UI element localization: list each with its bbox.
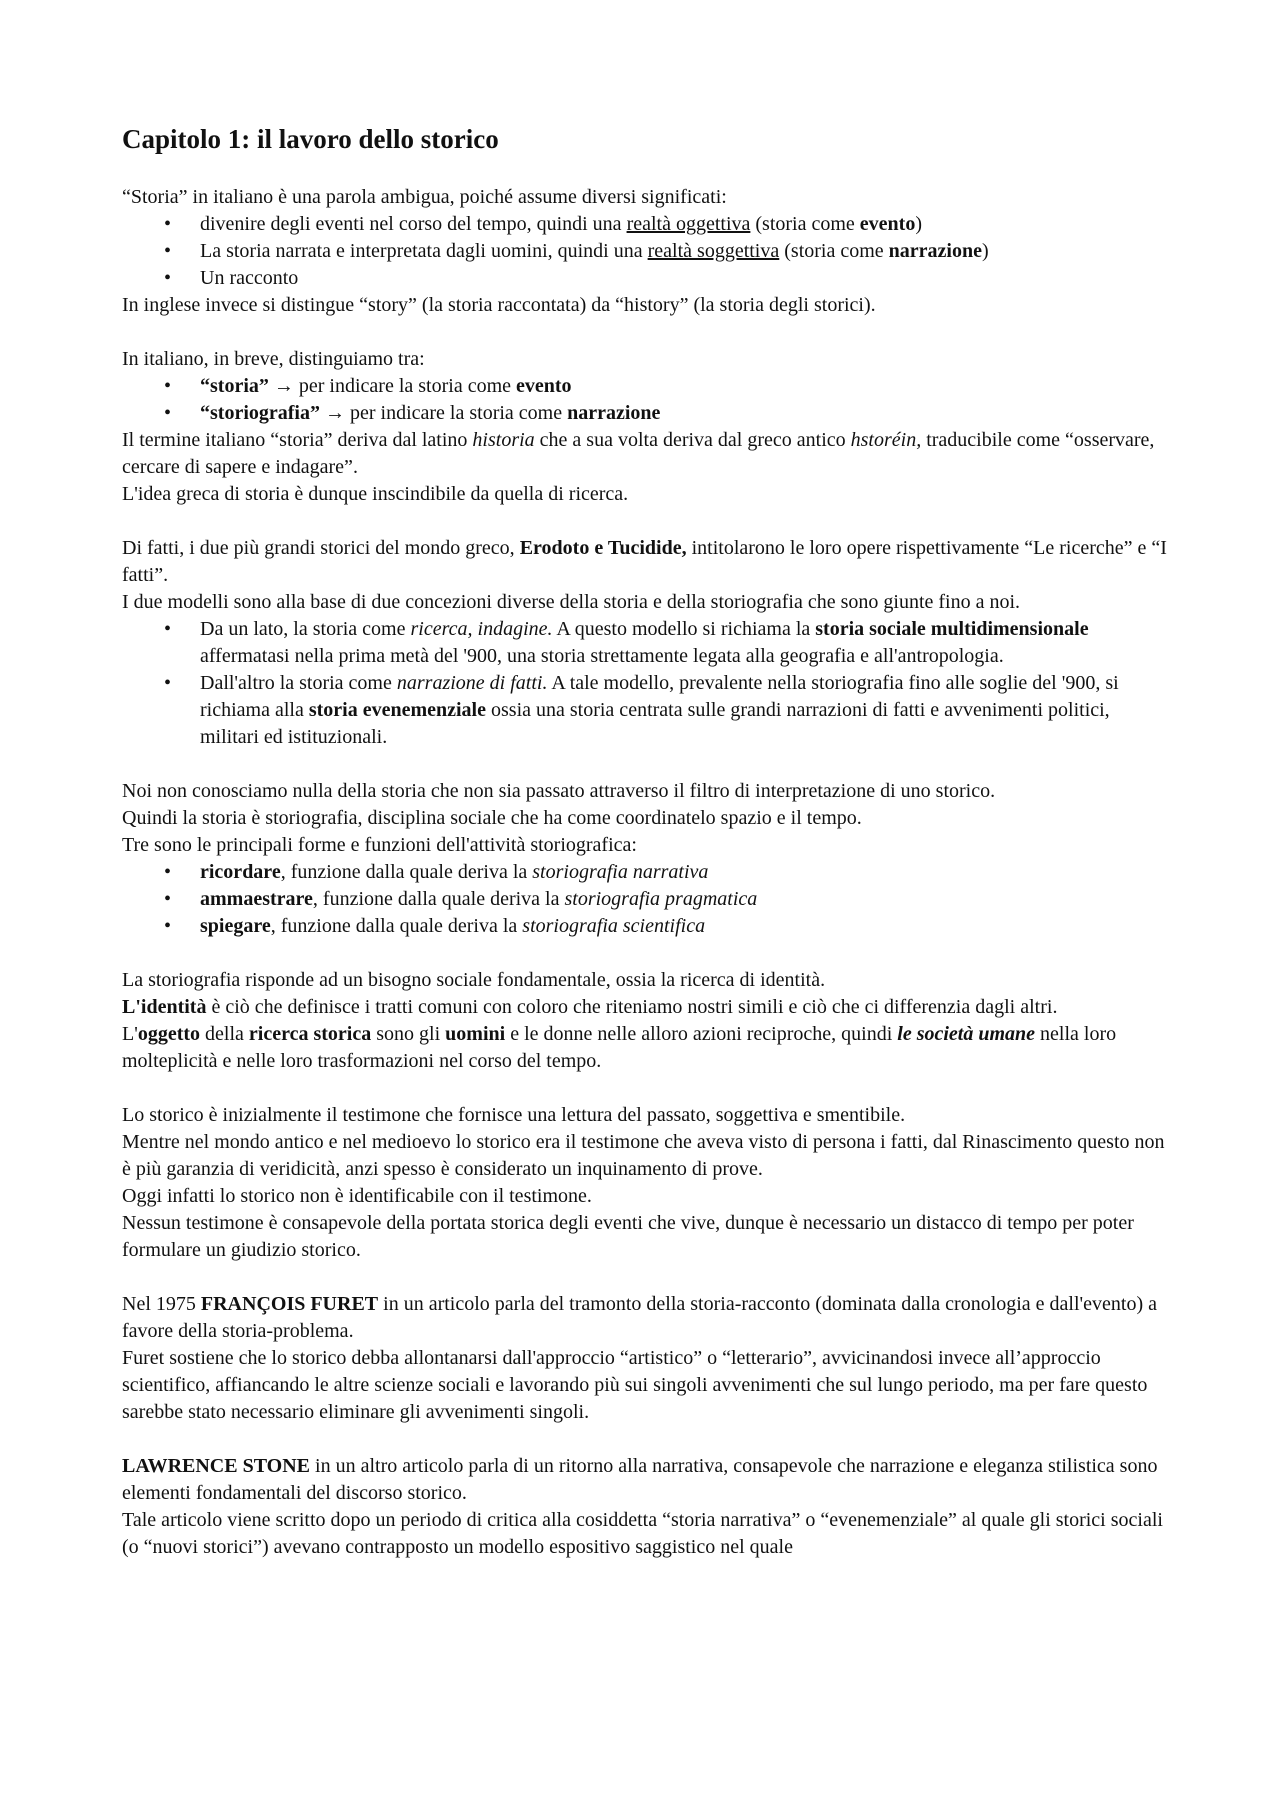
paragraph [122, 994, 1172, 1021]
text: Il termine italiano “storia” deriva dal latino [122, 429, 473, 451]
section-erodoto-tucidide [122, 535, 1172, 751]
bold-text: evento [516, 375, 572, 397]
paragraph [122, 1021, 1172, 1075]
bold-text: evento [859, 213, 916, 235]
text: (storia come [779, 240, 889, 262]
italic-text: historia [472, 429, 535, 451]
text: ) [981, 240, 989, 262]
bold-text: “storia” [200, 375, 269, 397]
italic-text: ricerca, indagine. [410, 618, 553, 640]
bullet-list [122, 616, 1172, 751]
list-item [122, 859, 1172, 886]
text: Dall'altro la storia come [200, 672, 397, 694]
bold-text: narrazione [888, 240, 982, 262]
text: , funzione dalla quale deriva la [270, 915, 523, 937]
bold-text: spiegare [200, 915, 271, 937]
text: , funzione dalla quale deriva la [312, 888, 565, 910]
text: traducibile come “osservare, cercare di sapere e indagare”. [122, 429, 1155, 478]
bold-text: Erodoto e Tucidide, [519, 537, 687, 559]
list-item [122, 670, 1172, 751]
paragraph: Tale articolo viene scritto dopo un periodo di critica alla cosiddetta “storia narrativa” o “evenemenziale” al quale gli storici sociali (o “nuovi storici”) avevano contrapposto un modello espositivo saggistico nel quale [122, 1509, 1163, 1558]
paragraph [122, 535, 1172, 589]
bold-text: narrazione [567, 402, 661, 424]
text: La storia narrata e interpretata dagli uomini, quindi una [200, 240, 648, 262]
bold-text: ricerca storica [248, 1023, 372, 1045]
text: che a sua volta deriva dal greco antico [534, 429, 851, 451]
bold-text: oggetto [137, 1023, 201, 1045]
italic-text: narrazione di fatti. [396, 672, 548, 694]
paragraph: I due modelli sono alla base di due concezioni diverse della storia e della storiografia che sono giunte fino a noi. [122, 591, 1021, 613]
bold-text: ricordare [200, 861, 281, 883]
paragraph [122, 427, 1172, 481]
paragraph: Furet sostiene che lo storico debba allontanarsi dall'approccio “artistico” o “letterario”, avvicinandosi invece all’approccio scientifico, affiancando le altre scienze sociali e lavorando più sui singoli avvenimenti che sul lungo periodo, ma per fare questo sarebbe stato necessario eliminare gli avvenimenti singoli. [122, 1347, 1148, 1423]
section-identita [122, 967, 1172, 1075]
bold-text: LAWRENCE STONE [122, 1455, 311, 1477]
bullet-list [122, 859, 1172, 940]
chapter-title: Capitolo 1: il lavoro dello storico [122, 124, 499, 154]
italic-text: storiografia narrativa [532, 861, 709, 883]
text: Di fatti, i due più grandi storici del mondo greco, [122, 537, 520, 559]
bold-text: “storiografia” [200, 402, 320, 424]
document-page [122, 122, 1172, 1561]
italic-text: storiografia pragmatica [564, 888, 758, 910]
paragraph: L'idea greca di storia è dunque inscindibile da quella di ricerca. [122, 483, 629, 505]
bold-text: storia sociale multidimensionale [815, 618, 1089, 640]
paragraph: In inglese invece si distingue “story” (la storia raccontata) da “history” (la storia degli storici). [122, 294, 876, 316]
paragraph: In italiano, in breve, distinguiamo tra: [122, 348, 425, 370]
bullet-list [122, 211, 1172, 292]
list-item [122, 373, 1172, 400]
list-item [122, 238, 1172, 265]
paragraph: Lo storico è inizialmente il testimone che fornisce una lettura del passato, soggettiva e smentibile. [122, 1104, 906, 1126]
bold-text: FRANÇOIS FURET [200, 1293, 379, 1315]
section-storia-storiografia [122, 346, 1172, 508]
bullet-list [122, 373, 1172, 427]
underlined-text: realtà soggettiva [647, 240, 780, 262]
bold-text: L'identità [122, 996, 207, 1018]
text: in un articolo parla del tramonto della storia-racconto (dominata dalla cronologia e dall'evento) a favore della storia-problema. [122, 1293, 1157, 1342]
text: (storia come [750, 213, 860, 235]
paragraph: Quindi la storia è storiografia, disciplina sociale che ha come coordinatelo spazio e il tempo. [122, 807, 862, 829]
text: in un altro articolo parla di un ritorno alla narrativa, consapevole che narrazione e eleganza stilistica sono elementi fondamentali del discorso storico. [122, 1455, 1158, 1504]
section-stone [122, 1453, 1172, 1561]
italic-text: storiografia scientifica [522, 915, 706, 937]
underlined-text: realtà oggettiva [626, 213, 751, 235]
text: A tale modello, prevalente nella storiografia fino alle soglie del '900, si richiama alla [200, 672, 1119, 721]
text: Da un lato, la storia come [200, 618, 411, 640]
paragraph: Mentre nel mondo antico e nel medioevo lo storico era il testimone che aveva visto di persona i fatti, dal Rinascimento questo non è più garanzia di veridicità, anzi spesso è considerato un inquinamento di prove. [122, 1131, 1165, 1180]
paragraph: “Storia” in italiano è una parola ambigua, poiché assume diversi significati: [122, 186, 727, 208]
section-storia-ambigua [122, 184, 1172, 319]
text: affermatasi nella prima metà del '900, una storia strettamente legata alla geografia e all'antropologia. [200, 645, 1004, 667]
list-item [122, 616, 1172, 670]
section-storico-testimone [122, 1102, 1172, 1264]
text: ossia una storia centrata sulle grandi narrazioni di fatti e avvenimenti politici, militari ed istituzionali. [200, 699, 1110, 748]
bold-text: ammaestrare [200, 888, 313, 910]
paragraph: Tre sono le principali forme e funzioni dell'attività storiografica: [122, 834, 637, 856]
text: → per indicare la storia come [268, 375, 517, 397]
list-item [122, 400, 1172, 427]
section-furet [122, 1291, 1172, 1426]
list-item [122, 886, 1172, 913]
text: ) [915, 213, 923, 235]
text: intitolarono le loro opere rispettivamente “Le ricerche” e “I fatti”. [122, 537, 1167, 586]
section-funzioni-storiografia [122, 778, 1172, 940]
text: Nel 1975 [122, 1293, 201, 1315]
bold-text: uomini [445, 1023, 506, 1045]
list-item [122, 913, 1172, 940]
text: nella loro molteplicità e nelle loro trasformazioni nel corso del tempo. [122, 1023, 1117, 1072]
text: → per indicare la storia come [319, 402, 568, 424]
text: L' [122, 1023, 138, 1045]
text: , funzione dalla quale deriva la [280, 861, 533, 883]
bold-italic-text [897, 1023, 1035, 1045]
list-item [122, 211, 1172, 238]
text: della [200, 1023, 249, 1045]
bold-text: storia evenemenziale [308, 699, 486, 721]
paragraph: Oggi infatti lo storico non è identificabile con il testimone. [122, 1185, 592, 1207]
italic-text: le società umane [897, 1023, 1036, 1045]
paragraph: Noi non conosciamo nulla della storia che non sia passato attraverso il filtro di interpretazione di uno storico. [122, 780, 996, 802]
text: divenire degli eventi nel corso del tempo, quindi una [200, 213, 627, 235]
text: e le donne nelle alloro azioni reciproche, quindi [505, 1023, 898, 1045]
paragraph: La storiografia risponde ad un bisogno sociale fondamentale, ossia la ricerca di identità. [122, 969, 826, 991]
paragraph [122, 1291, 1172, 1345]
paragraph [122, 1453, 1172, 1507]
text: è ciò che definisce i tratti comuni con coloro che riteniamo nostri simili e ciò che ci differenzia dagli altri. [206, 996, 1058, 1018]
text: A questo modello si richiama la [552, 618, 816, 640]
list-item: • Un racconto [122, 265, 1172, 292]
italic-text: hstoréin, [850, 429, 922, 451]
paragraph: Nessun testimone è consapevole della portata storica degli eventi che vive, dunque è necessario un distacco di tempo per poter formulare un giudizio storico. [122, 1212, 1134, 1261]
text: sono gli [371, 1023, 446, 1045]
